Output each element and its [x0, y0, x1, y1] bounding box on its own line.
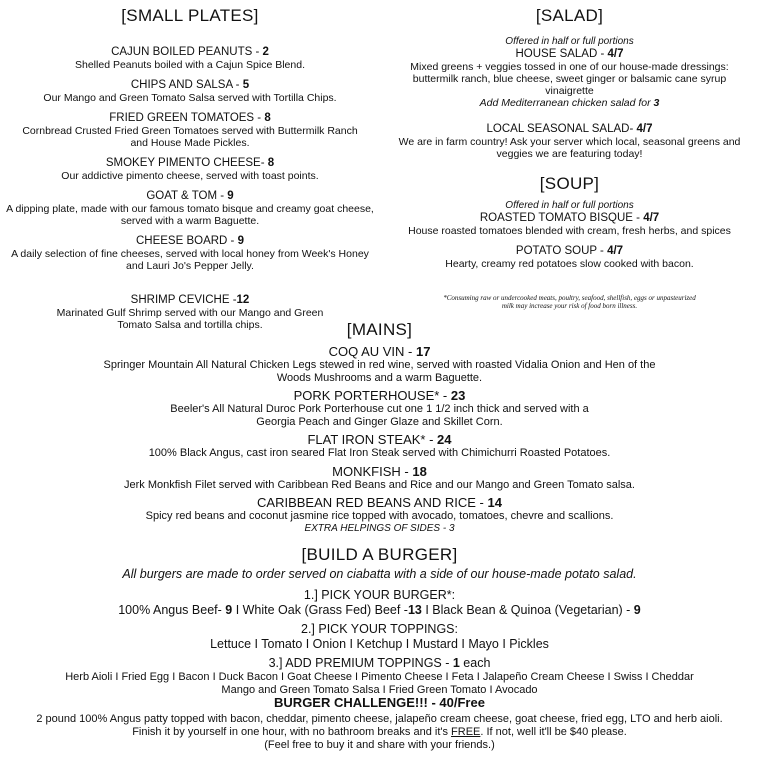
burger-option-black-bean-price: 9	[633, 603, 641, 617]
item-price: 8	[267, 157, 275, 169]
burger-step3-title: 3.] ADD PREMIUM TOPPINGS - 1 each	[268, 656, 491, 670]
burger-challenge-rules: Finish it by yourself in one hour, with no bathroom breaks and it's FREE. If not, well it'll be $40 please.	[132, 726, 627, 738]
item-price: 14	[487, 495, 502, 510]
item-description: Our Mango and Green Tomato Salsa served with Tortilla Chips.	[43, 92, 337, 104]
item-name: GOAT & TOM -	[146, 190, 228, 202]
item-price: 23	[450, 388, 466, 403]
salad-addon-price: 3	[653, 97, 660, 109]
item-name: CHEESE BOARD -	[135, 235, 238, 247]
salad-portion-note: Offered in half or full portions	[505, 36, 634, 47]
item-name: CHIPS AND SALSA -	[130, 79, 243, 91]
extra-sides-price: 3	[448, 522, 455, 534]
item-price: 9	[237, 235, 244, 247]
menu-item-pimento-cheese	[0, 157, 380, 182]
item-description: Jerk Monkfish Filet served with Caribbean Red Beans and Rice and our Mango and Green Tomato salsa.	[124, 478, 635, 491]
mains-heading: [MAINS]	[346, 320, 413, 339]
menu-item-tomato-bisque	[380, 212, 759, 237]
menu-item-potato-soup	[380, 245, 759, 270]
item-price: 4/7	[607, 48, 624, 60]
burger-step1-options	[0, 603, 759, 618]
item-name: COQ AU VIN -	[328, 344, 416, 359]
item-name: SHRIMP CEVICHE -	[130, 294, 237, 306]
item-price: 4/7	[607, 245, 624, 257]
item-price: 12	[236, 294, 250, 306]
build-burger-section	[0, 545, 759, 697]
burger-option-white-oak-price: 13	[407, 603, 422, 617]
item-name: LOCAL SEASONAL SALAD-	[486, 123, 637, 135]
item-description: Mixed greens + veggies tossed in one of our house-made dressings: buttermilk ranch, blue cheese, sweet ginger or balsamic cane syrup vinaigrette	[410, 61, 729, 97]
burger-step3-list: Herb Aioli I Fried Egg I Bacon I Duck Bacon I Goat Cheese I Pimento Cheese I Feta I Jalapeño Cream Cheese I Swiss I Cheddar	[65, 671, 694, 683]
item-price: 18	[412, 463, 427, 479]
item-description: Spicy red beans and coconut jasmine rice topped with avocado, tomatoes, chevre and scallions.	[145, 510, 614, 522]
menu-item-cheese-board	[0, 235, 380, 272]
item-description: We are in farm country! Ask your server which local, seasonal greens and veggies we are featuring today!	[398, 136, 741, 160]
item-price: 4/7	[636, 123, 653, 135]
item-description: 100% Black Angus, cast iron seared Flat Iron Steak served with Chimichurri Roasted Potatoes.	[148, 447, 611, 459]
soup-heading: [SOUP]	[539, 174, 600, 193]
burger-option-black-bean: I Black Bean & Quinoa (Vegetarian) -	[421, 603, 634, 617]
menu-item-goat-tom	[0, 190, 380, 227]
item-description: Beeler's All Natural Duroc Pork Porterhouse cut one 1 1/2 inch thick and served with a Georgia Peach and Ginger Glaze and Skillet Corn.	[170, 403, 589, 428]
burger-challenge-desc: 2 pound 100% Angus patty topped with bacon, cheddar, pimento cheese, jalapeño cream cheese, goat cheese, fried egg, LTO and herb aioli.	[36, 713, 723, 725]
item-name: POTATO SOUP -	[515, 245, 608, 257]
item-description: Our addictive pimento cheese, served with toast points.	[61, 170, 319, 182]
item-description: Springer Mountain All Natural Chicken Legs stewed in red wine, served with roasted Vidalia Onion and Hen of the Woods Mushrooms and a warm Baguette.	[103, 359, 656, 384]
item-description: Hearty, creamy red potatoes slow cooked with bacon.	[445, 258, 694, 270]
burger-step3-list-2: Mango and Green Tomato Salsa I Fried Green Tomato I Avocado	[221, 684, 538, 696]
premium-topping-price: 1	[452, 656, 460, 670]
item-name: CARIBBEAN RED BEANS AND RICE -	[257, 495, 488, 510]
item-price: 8	[264, 112, 271, 124]
item-price: 24	[437, 432, 452, 447]
item-description: Cornbread Crusted Fried Green Tomatoes served with Buttermilk Ranch and House Made Pickles.	[22, 125, 358, 149]
item-description: Shelled Peanuts boiled with a Cajun Spice Blend.	[75, 59, 305, 71]
extra-sides-note	[0, 523, 759, 535]
item-price: 5	[242, 79, 250, 91]
salad-heading: [SALAD]	[535, 6, 604, 25]
free-label: FREE	[451, 726, 481, 738]
menu-item-chips-salsa	[0, 79, 380, 104]
item-name: PORK PORTERHOUSE* -	[293, 388, 451, 403]
item-name: FLAT IRON STEAK* -	[307, 432, 438, 447]
salad-soup-section	[380, 6, 759, 310]
soup-portion-note: Offered in half or full portions	[505, 200, 634, 211]
burger-challenge-share-note: (Feel free to buy it and share with your friends.)	[264, 739, 495, 751]
burger-option-angus-price: 9	[225, 603, 233, 617]
item-name: ROASTED TOMATO BISQUE -	[479, 212, 644, 224]
item-name: FRIED GREEN TOMATOES -	[109, 112, 265, 124]
burger-intro: All burgers are made to order served on ciabatta with a side of our house-made potato salad.	[122, 567, 637, 581]
menu-item-coq-au-vin	[0, 344, 759, 384]
item-name: SMOKEY PIMENTO CHEESE-	[105, 157, 268, 169]
item-name: CAJUN BOILED PEANUTS -	[111, 46, 263, 58]
food-safety-disclaimer: *Consuming raw or undercooked meats, poultry, seafood, shellfish, eggs or unpasteurized milk may increase your risk of food born illness.	[443, 294, 696, 310]
menu-item-house-salad	[380, 48, 759, 109]
item-description: A daily selection of fine cheeses, served with local honey from Week's Honey and Lauri Jo's Pepper Jelly.	[11, 248, 369, 272]
burger-step2-title: 2.] PICK YOUR TOPPINGS:	[301, 622, 458, 636]
item-price: 9	[227, 190, 234, 202]
menu-item-red-beans-rice	[0, 495, 759, 523]
salad-addon-text: Add Mediterranean chicken salad for	[479, 97, 654, 109]
small-plates-heading: [SMALL PLATES]	[121, 6, 259, 25]
menu-item-fried-green-tomatoes	[0, 112, 380, 149]
burger-option-white-oak: I White Oak (Grass Fed) Beef -	[232, 603, 408, 617]
menu-item-monkfish	[0, 464, 759, 492]
menu-item-flat-iron-steak	[0, 432, 759, 460]
burger-challenge-section	[0, 695, 759, 752]
item-name: HOUSE SALAD -	[515, 48, 608, 60]
item-price: 2	[262, 46, 269, 58]
burger-option-angus: 100% Angus Beef-	[118, 603, 226, 617]
item-description: Marinated Gulf Shrimp served with our Mango and Green Tomato Salsa and tortilla chips.	[56, 307, 324, 331]
item-name: MONKFISH -	[332, 463, 413, 479]
item-description: House roasted tomatoes blended with cream, fresh herbs, and spices	[408, 225, 731, 237]
burger-challenge-title: BURGER CHALLENGE!!! - 40/Free	[274, 695, 485, 710]
small-plates-section	[0, 6, 380, 339]
build-burger-heading: [BUILD A BURGER]	[301, 545, 458, 564]
mains-section	[0, 320, 759, 535]
burger-step1-title: 1.] PICK YOUR BURGER*:	[303, 588, 456, 602]
extra-sides-text: EXTRA HELPINGS OF SIDES -	[304, 522, 449, 534]
item-description: A dipping plate, made with our famous tomato bisque and creamy goat cheese, served with a warm Baguette.	[6, 203, 374, 227]
item-price: 4/7	[643, 212, 660, 224]
menu-item-pork-porterhouse	[0, 388, 759, 428]
menu-item-cajun-peanuts	[0, 46, 380, 71]
menu-item-seasonal-salad	[380, 123, 759, 160]
item-price: 17	[415, 344, 431, 359]
burger-step2-list: Lettuce I Tomato I Onion I Ketchup I Mustard I Mayo I Pickles	[210, 637, 549, 651]
